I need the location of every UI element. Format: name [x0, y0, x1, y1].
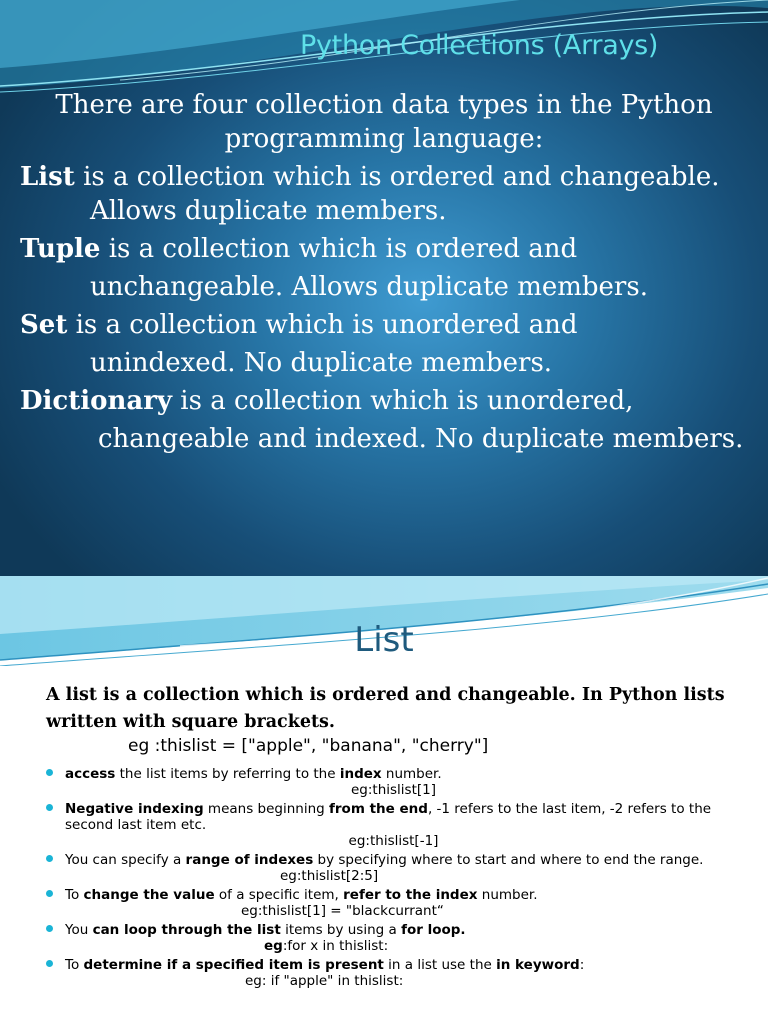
- text-run: :: [579, 957, 585, 973]
- lead-text: A list is a collection which is ordered and changeable. In Python lists written with square brackets.: [46, 685, 725, 732]
- bullet-icon: [46, 855, 53, 862]
- bold-run: determine if a specified item is present: [83, 957, 384, 973]
- tuple-definition: [20, 232, 748, 266]
- slide-body: [20, 88, 748, 456]
- text-run: You: [65, 922, 93, 938]
- text-run: To: [65, 887, 84, 903]
- list-definition: [20, 160, 748, 194]
- bold-run: in keyword: [496, 957, 580, 973]
- bold-run: Negative indexing: [65, 801, 204, 817]
- text-run: in a list use the: [383, 957, 497, 973]
- bold-run: can loop through the list: [92, 922, 281, 938]
- intro-text: There are four collection data types in the Python programming language:: [55, 90, 713, 154]
- example-text: eg:thislist[1]: [350, 782, 436, 798]
- example-text: eg: if "apple" in thislist:: [245, 973, 404, 989]
- slide-title: List: [354, 620, 414, 660]
- list-item: [42, 766, 722, 798]
- text-run: means beginning: [203, 801, 330, 817]
- dictionary-definition-cont: [20, 422, 748, 456]
- definition-text: changeable and indexed. No duplicate members.: [98, 424, 744, 454]
- term-tuple: Tuple: [20, 234, 101, 264]
- list-item: [42, 957, 722, 989]
- text-run: number.: [381, 766, 442, 782]
- list-definition-cont: Allows duplicate members.: [90, 196, 447, 226]
- slide-title: Python Collections (Arrays): [300, 30, 659, 61]
- slide-list: [0, 576, 768, 1024]
- definition-text: is a collection which is unordered and: [67, 310, 578, 340]
- example-text: :for x in thislist:: [282, 938, 389, 954]
- bullet-list: [42, 766, 722, 992]
- bold-run: range of indexes: [185, 852, 314, 868]
- example-text: eg:thislist[2:5]: [280, 868, 379, 884]
- text-run: the list items by referring to the: [115, 766, 340, 782]
- dictionary-definition: [20, 384, 748, 418]
- text-run: You can specify a: [65, 852, 186, 868]
- bullet-icon: [46, 890, 53, 897]
- text-run: To: [65, 957, 84, 973]
- tuple-definition-cont: unchangeable. Allows duplicate members.: [90, 272, 648, 302]
- bold-run: access: [65, 766, 116, 782]
- bold-run: from the end: [329, 801, 428, 817]
- bullet-icon: [46, 925, 53, 932]
- example-line: [65, 973, 722, 989]
- list-item: [42, 801, 722, 849]
- example-code: eg :thislist = ["apple", "banana", "cherry"]: [128, 736, 489, 756]
- text-run: by specifying where to start and where to end the range.: [313, 852, 704, 868]
- term-dictionary: Dictionary: [20, 386, 173, 416]
- text-run: , -1 refers to the last item, -2 refers to the second last item etc.: [65, 801, 712, 833]
- text-run: items by using a: [280, 922, 402, 938]
- definition-text: is a collection which is ordered and: [100, 234, 578, 264]
- bullet-icon: [46, 960, 53, 967]
- definition-text: is a collection which is ordered and changeable.: [74, 162, 720, 192]
- list-item: [42, 922, 722, 954]
- bold-run: for loop.: [401, 922, 466, 938]
- set-definition-cont: unindexed. No duplicate members.: [90, 348, 553, 378]
- example-line: [65, 833, 722, 849]
- list-item: [42, 887, 722, 919]
- example-text: eg:thislist[-1]: [348, 833, 439, 849]
- term-set: Set: [20, 310, 68, 340]
- bold-run: change the value: [83, 887, 215, 903]
- list-item: [42, 852, 722, 884]
- bullet-icon: [46, 804, 53, 811]
- term-list: List: [20, 162, 75, 192]
- example-line: [65, 868, 722, 884]
- bold-run: index: [339, 766, 382, 782]
- example-line: [65, 903, 722, 919]
- text-run: of a specific item,: [214, 887, 344, 903]
- example-line: [65, 782, 722, 798]
- bold-run: eg: [264, 938, 283, 954]
- set-definition: [20, 308, 748, 342]
- text-run: number.: [477, 887, 538, 903]
- bullet-icon: [46, 769, 53, 776]
- example-line: [65, 938, 722, 954]
- example-text: eg:thislist[1] = "blackcurrant“: [241, 903, 444, 919]
- bold-run: refer to the index: [343, 887, 478, 903]
- definition-text: is a collection which is unordered,: [172, 386, 634, 416]
